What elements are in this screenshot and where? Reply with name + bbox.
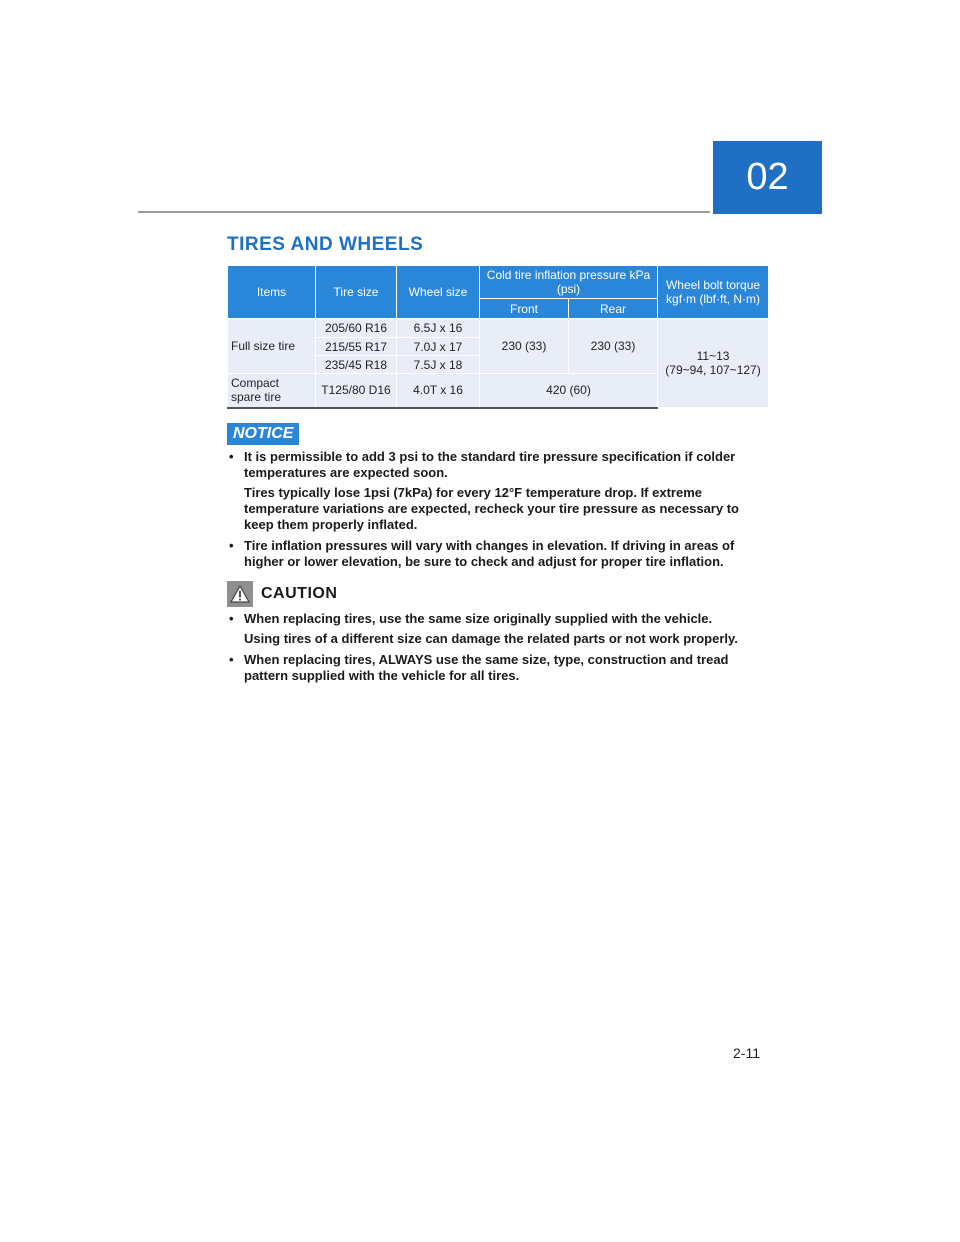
bullet-icon: • [229,449,234,464]
wheel-size-cell: 4.0T x 16 [397,374,480,408]
caution-label: CAUTION [261,585,338,602]
header-rear: Rear [569,299,658,319]
section-title: TIRES AND WHEELS [227,234,424,255]
notice-text: It is permissible to add 3 psi to the standard tire pressure specification if colder temperatures are expected soon. [244,449,736,480]
tire-size-cell: T125/80 D16 [316,374,397,408]
notice-badge: NOTICE [227,423,299,445]
header-torque: Wheel bolt torque kgf·m (lbf·ft, N·m) [658,266,769,319]
caution-item [227,611,772,647]
torque-value-converted: (79~94, 107~127) [665,363,761,377]
wheel-size-cell: 6.5J x 16 [397,319,480,338]
caution-header [227,581,337,607]
chapter-tab: 02 [713,141,822,214]
notice-item [227,449,772,533]
notice-item [227,538,772,570]
rear-pressure-cell: 230 (33) [569,319,658,374]
tire-size-cell: 205/60 R16 [316,319,397,338]
warning-triangle-icon [227,581,253,607]
compact-spare-label: Compact spare tire [228,374,316,408]
tire-size-cell: 215/55 R17 [316,338,397,356]
caution-text: When replacing tires, ALWAYS use the same size, type, construction and tread pattern supplied with the vehicle for all tires. [244,652,729,683]
caution-list [227,611,772,689]
header-pressure: Cold tire inflation pressure kPa (psi) [480,266,658,299]
front-pressure-cell: 230 (33) [480,319,569,374]
compact-pressure-cell: 420 (60) [480,374,658,408]
torque-value: 11~13 [696,349,730,363]
torque-cell [658,319,769,408]
bullet-icon: • [229,538,234,553]
page-number: 2-11 [733,1045,760,1061]
header-tire-size: Tire size [316,266,397,319]
tire-size-cell: 235/45 R18 [316,356,397,374]
notice-list [227,449,772,575]
bullet-icon: • [229,611,234,626]
notice-subtext: Tires typically lose 1psi (7kPa) for every 12°F temperature drop. If extreme temperature variations are expected, recheck your tire pressure as necessary to keep them properly inflated. [244,485,739,532]
header-wheel-size: Wheel size [397,266,480,319]
caution-subtext: Using tires of a different size can damage the related parts or not work properly. [244,631,738,646]
tire-spec-table [227,265,769,409]
wheel-size-cell: 7.5J x 18 [397,356,480,374]
bullet-icon: • [229,652,234,667]
caution-item [227,652,772,684]
header-items: Items [228,266,316,319]
notice-text: Tire inflation pressures will vary with changes in elevation. If driving in areas of higher or lower elevation, be sure to check and adjust for proper tire inflation. [244,538,735,569]
caution-text: When replacing tires, use the same size originally supplied with the vehicle. [244,611,713,626]
wheel-size-cell: 7.0J x 17 [397,338,480,356]
full-size-label: Full size tire [228,319,316,374]
header-rule [138,211,710,213]
header-front: Front [480,299,569,319]
